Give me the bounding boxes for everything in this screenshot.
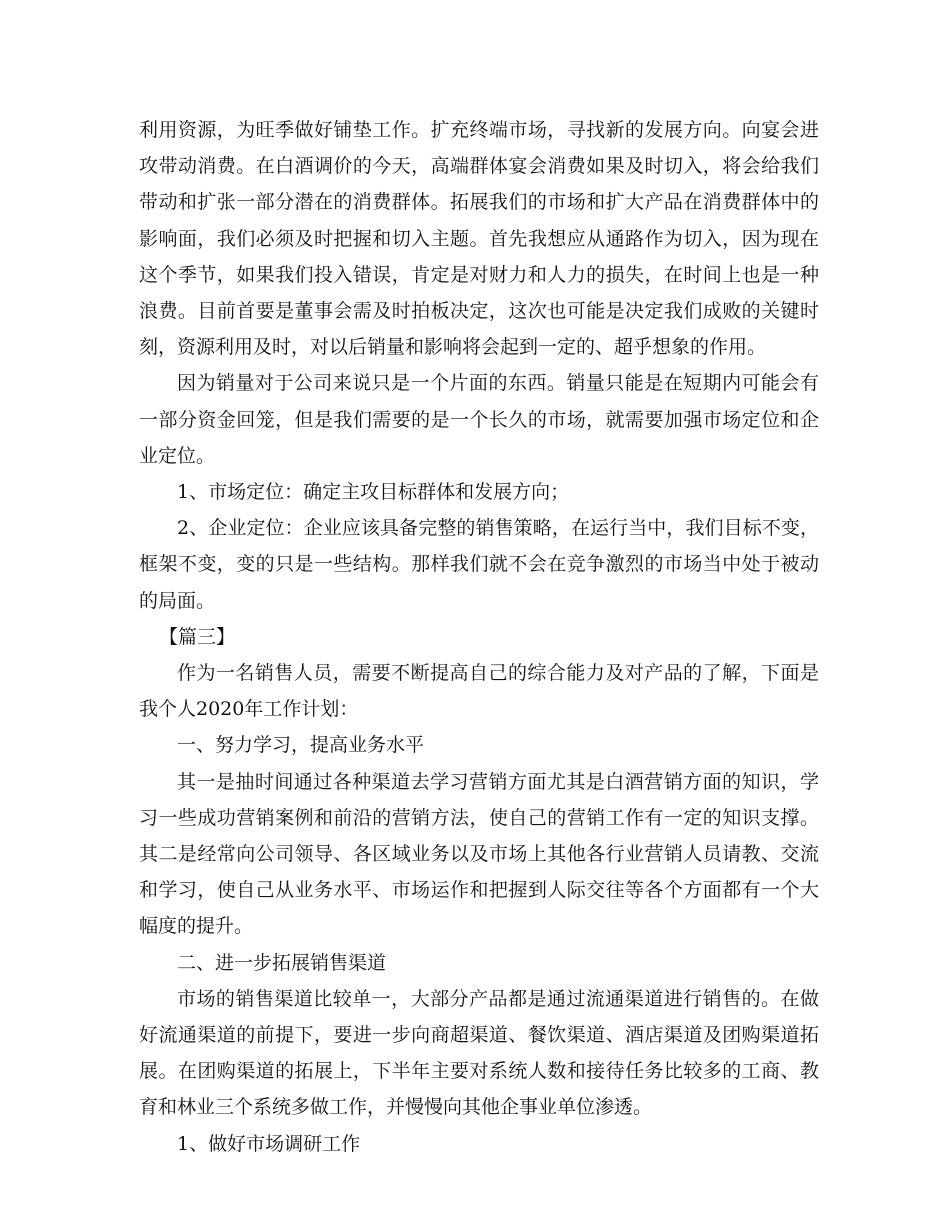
- paragraph-market-positioning: 1、市场定位：确定主攻目标群体和发展方向；: [177, 481, 570, 504]
- paragraph-intro-plan: 作为一名销售人员，需要不断提高自己的综合能力及对产品的了解，下面是我个人2020年工作计划：: [139, 662, 819, 721]
- section-heading-part-three: 【篇三】: [159, 625, 236, 648]
- subheading-study: 一、努力学习，提高业务水平: [177, 734, 425, 757]
- paragraph-sales-volume: 因为销量对于公司来说只是一个片面的东西。销量只能是在短期内可能会有一部分资金回笼，但是我们需要的是一个长久的市场，就需要加强市场定位和企业定位。: [139, 372, 819, 467]
- document-page: [139, 112, 819, 1162]
- paragraph-study-details: 其一是抽时间通过各种渠道去学习营销方面尤其是白酒营销方面的知识，学习一些成功营销案例和前沿的营销方法，使自己的营销工作有一定的知识支撑。其二是经常向公司领导、各区域业务以及市场上其他各行业营销人员请教、交流和学习，使自己从业务水平、市场运作和把握到人际交往等各个方面都有一个大幅度的提升。: [139, 770, 819, 938]
- subheading-market-research: 1、做好市场调研工作: [177, 1132, 361, 1155]
- paragraph-channel-details: 市场的销售渠道比较单一，大部分产品都是通过流通渠道进行销售的。在做好流通渠道的前提下，要进一步向商超渠道、餐饮渠道、酒店渠道及团购渠道拓展。在团购渠道的拓展上，下半年主要对系统人数和接待任务比较多的工商、教育和林业三个系统多做工作，并慢慢向其他企事业单位渗透。: [139, 987, 819, 1119]
- paragraph-resource-use: 利用资源，为旺季做好铺垫工作。扩充终端市场，寻找新的发展方向。向宴会进攻带动消费。在白酒调价的今天，高端群体宴会消费如果及时切入，将会给我们带动和扩张一部分潜在的消费群体。拓展我们的市场和扩大产品在消费群体中的影响面，我们必须及时把握和切入主题。首先我想应从通路作为切入，因为现在这个季节，如果我们投入错误，肯定是对财力和人力的损失，在时间上也是一种浪费。目前首要是董事会需及时拍板决定，这次也可能是决定我们成败的关键时刻，资源利用及时，对以后销量和影响将会起到一定的、超乎想象的作用。: [139, 119, 819, 359]
- subheading-channels: 二、进一步拓展销售渠道: [177, 951, 387, 974]
- paragraph-enterprise-positioning: 2、企业定位：企业应该具备完整的销售策略，在运行当中，我们目标不变，框架不变，变的只是一些结构。那样我们就不会在竞争激烈的市场当中处于被动的局面。: [139, 517, 819, 612]
